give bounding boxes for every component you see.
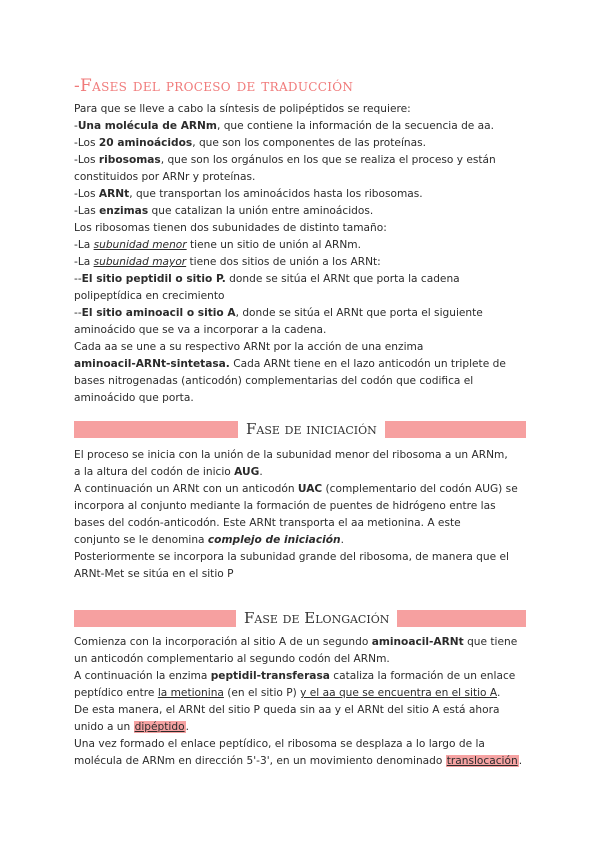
text-line [74,152,534,169]
text: Posteriormente se incorpora la subunidad grande del ribosoma, de manera que el [74,551,509,563]
text-line [74,498,534,515]
section-title-elongacion: Fase de Elongación [236,607,397,629]
text-line [74,464,534,481]
text-line [74,566,534,583]
text-line [74,135,534,152]
text: -- [74,273,82,285]
text: -Los [74,154,99,166]
text: un anticodón complementario al segundo codón del ARNm. [74,653,390,665]
text: -Los [74,188,99,200]
text: (complementario del codón AUG) se [322,483,518,495]
text-line [74,685,534,702]
text-line [74,753,534,770]
text: . [340,534,344,546]
text-line [74,481,534,498]
text: tiene un sitio de unión al ARNm. [186,239,361,251]
bold-term: El sitio peptidil o sitio P. [81,273,226,285]
text-line [74,356,534,373]
highlighted-term: translocación [446,755,518,767]
text-line [74,288,534,305]
bold-term: UAC [297,483,323,495]
text-line [74,702,534,719]
text: que catalizan la unión entre aminoácidos. [148,205,374,217]
text: (en el sitio P) [223,687,301,699]
bold-term: aminoacil-ARNt [371,636,464,648]
text-line [74,549,534,566]
text: polipeptídica en crecimiento [74,290,225,302]
text: bases del codón-anticodón. Este ARNt transporta el aa metionina. A este [74,517,461,529]
section-title-iniciacion: Fase de iniciación [238,418,385,440]
text: A continuación la enzima [74,670,211,682]
intro-section [74,101,534,407]
text: . [259,466,263,478]
text-line [74,101,534,118]
text-line [74,305,534,322]
text: De esta manera, el ARNt del sitio P queda sin aa y el ARNt del sitio A está ahora [74,704,500,716]
text-line [74,447,534,464]
text: molécula de ARNm en dirección 5'-3', en un movimiento denominado [74,755,446,767]
text: , que son los orgánulos en los que se realiza el proceso y están [160,154,496,166]
text: , donde se sitúa el ARNt que porta el siguiente [235,307,483,319]
text: cataliza la formación de un enlace [329,670,516,682]
text: peptídico entre [74,687,158,699]
text-line [74,220,534,237]
text: . [496,687,501,699]
text: - [74,120,78,132]
text: -Las [74,205,100,217]
bold-term: Una molécula de ARNm [77,120,217,132]
text: , que transportan los aminoácidos hasta los ribosomas. [129,188,423,200]
text: donde se sitúa el ARNt que porta la cadena [225,273,460,285]
text-line [74,668,534,685]
underlined-term: subunidad mayor [93,256,187,268]
bold-term: ARNt [98,188,130,200]
bold-term: peptidil-transferasa [210,670,330,682]
text-line [74,390,534,407]
text-line [74,237,534,254]
text: a la altura del codón de inicio [74,466,235,478]
elongacion-section [74,634,534,770]
text-line [74,271,534,288]
main-title: -Fases del proceso de traducción [74,76,354,96]
underlined-term: subunidad menor [93,239,187,251]
text: , que son los componentes de las proteínas. [192,137,426,149]
text: Cada aa se une a su respectivo ARNt por la acción de una enzima [74,341,424,353]
underlined-term: y el aa que se encuentra en el sitio A [300,687,497,699]
text-line [74,373,534,390]
text: El proceso se inicia con la unión de la subunidad menor del ribosoma a un ARNm, [74,449,508,461]
text-line [74,169,534,186]
text: . [185,721,189,733]
text: Para que se lleve a cabo la síntesis de polipéptidos se requiere: [74,103,411,115]
text-line [74,532,534,549]
text-line [74,186,534,203]
text: aminoácido que porta. [74,392,194,404]
bold-term: aminoacil-ARNt-sintetasa. [74,358,230,370]
text-line [74,118,534,135]
text: bases nitrogenadas (anticodón) complementarias del codón que codifica el [74,375,474,387]
text-line [74,339,534,356]
text: que tiene [463,636,518,648]
text: -Los [74,137,99,149]
text: . [518,755,523,767]
text: -La [74,239,94,251]
text: Una vez formado el enlace peptídico, el ribosoma se desplaza a lo largo de la [74,738,485,750]
text: A continuación un ARNt con un anticodón [74,483,298,495]
bold-term: AUG [234,466,260,478]
bold-term: ribosomas [98,154,161,166]
text: ARNt-Met se sitúa en el sitio P [74,568,234,580]
text: -La [74,256,94,268]
bold-term: 20 aminoácidos [98,137,193,149]
text: -- [74,307,82,319]
text: tiene dos sitios de unión a los ARNt: [186,256,381,268]
text-line [74,736,534,753]
text: Cada ARNt tiene en el lazo anticodón un triplete de [229,358,506,370]
bold-italic-term: complejo de iniciación [207,534,341,546]
iniciacion-section [74,447,534,583]
bold-term: El sitio aminoacil o sitio A [81,307,236,319]
text-line [74,651,534,668]
text-line [74,634,534,651]
text-line [74,322,534,339]
underlined-term: la metionina [157,687,224,699]
text-line [74,254,534,271]
text: constituidos por ARNr y proteínas. [74,171,256,183]
highlighted-term: dipéptido [134,721,185,733]
text: , que contiene la información de la secuencia de aa. [216,120,495,132]
bold-term: enzimas [99,205,149,217]
text: Los ribosomas tienen dos subunidades de distinto tamaño: [74,222,387,234]
text-line [74,515,534,532]
text-line [74,719,534,736]
text-line [74,203,534,220]
text: unido a un [74,721,134,733]
text: conjunto se le denomina [74,534,208,546]
text: aminoácido que se va a incorporar a la cadena. [74,324,327,336]
text: Comienza con la incorporación al sitio A de un segundo [74,636,372,648]
text: incorpora al conjunto mediante la formación de puentes de hidrógeno entre las [74,500,496,512]
